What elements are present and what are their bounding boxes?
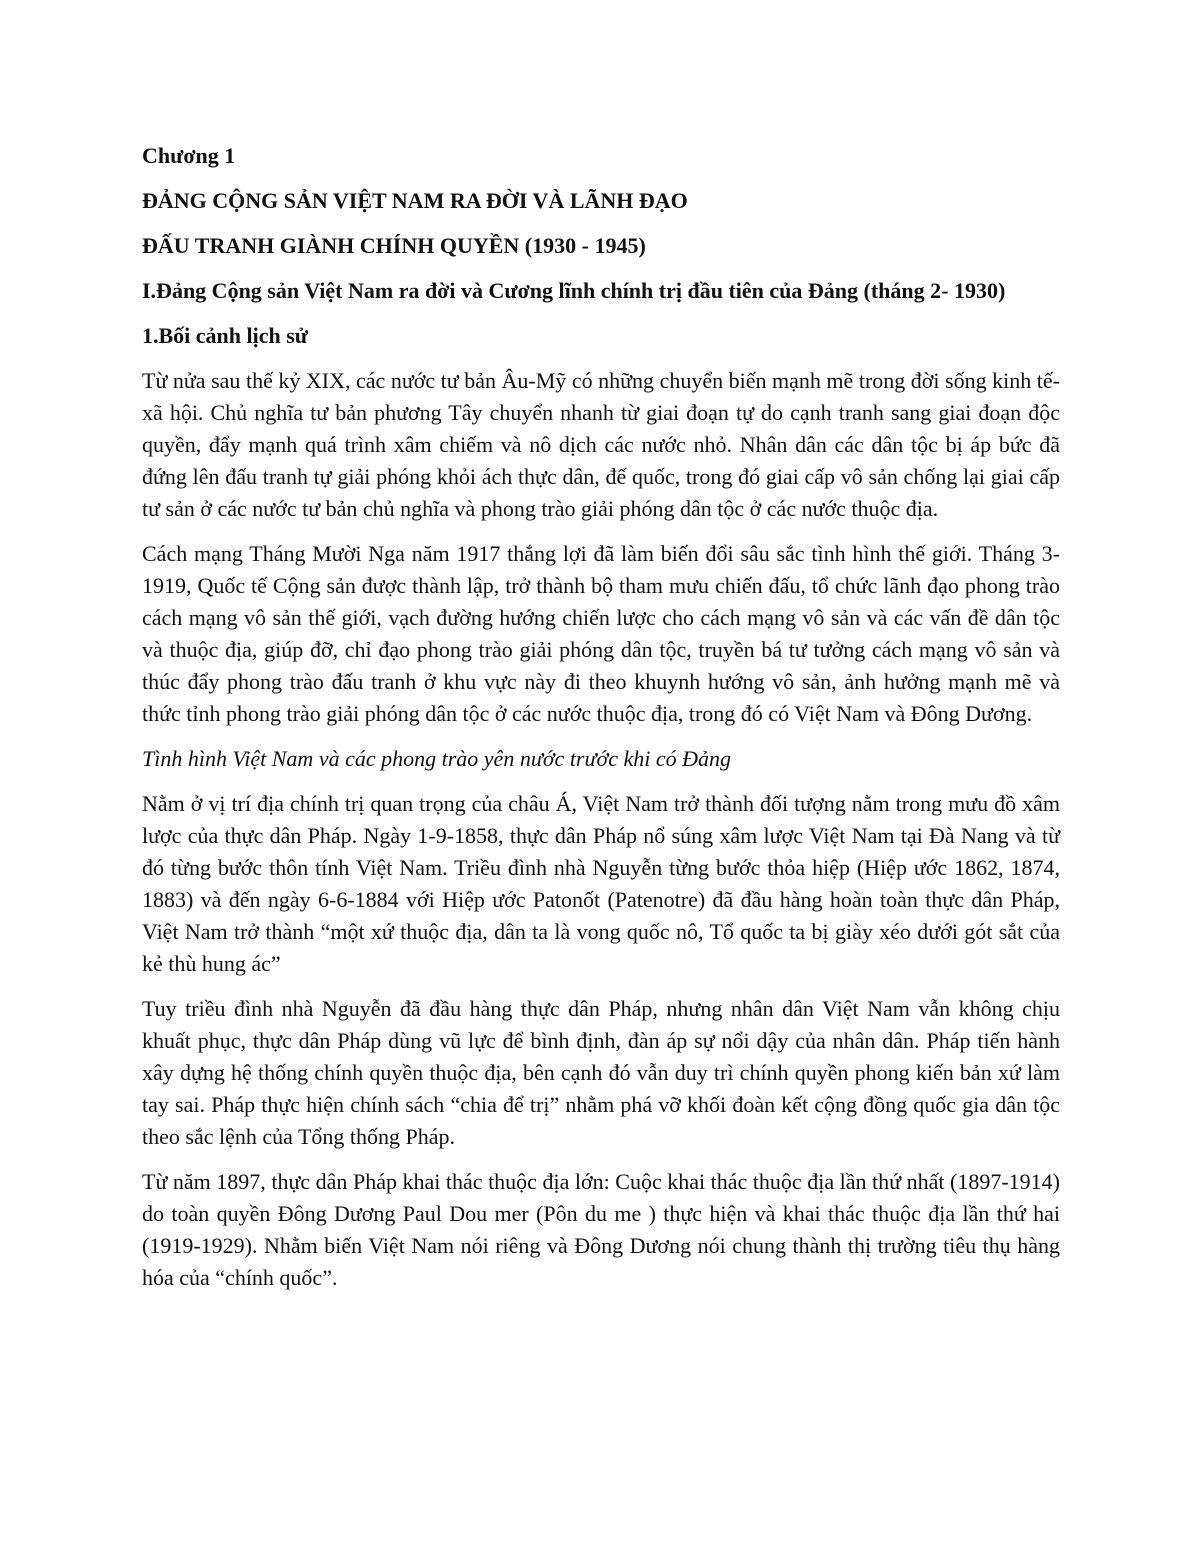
chapter-title-line-2: ĐẤU TRANH GIÀNH CHÍNH QUYỀN (1930 - 1945) — [142, 233, 646, 258]
subsection-heading: 1.Bối cảnh lịch sử — [142, 323, 309, 348]
chapter-label: Chương 1 — [142, 143, 236, 168]
section-heading: I.Đảng Cộng sản Việt Nam ra đời và Cương lĩnh chính trị đầu tiên của Đảng (tháng 2- 1930) — [142, 278, 1006, 303]
document-page — [142, 140, 1060, 1307]
paragraph: Tuy triều đình nhà Nguyễn đã đầu hàng thực dân Pháp, nhưng nhân dân Việt Nam vẫn không chịu khuất phục, thực dân Pháp dùng vũ lực để bình định, đàn áp sự nổi dậy của nhân dân. Pháp tiến hành xây dựng hệ thống chính quyền thuộc địa, bên cạnh đó vẫn duy trì chính quyền phong kiến bản xứ làm tay sai. Pháp thực hiện chính sách “chia để trị” nhằm phá vỡ khối đoàn kết cộng đồng quốc gia dân tộc theo sắc lệnh của Tổng thống Pháp. — [142, 996, 1060, 1149]
paragraph: Từ năm 1897, thực dân Pháp khai thác thuộc địa lớn: Cuộc khai thác thuộc địa lần thứ nhất (1897-1914) do toàn quyền Đông Dương Paul Dou mer (Pôn du me ) thực hiện và khai thác thuộc địa lần thứ hai (1919-1929). Nhằm biến Việt Nam nói riêng và Đông Dương nói chung thành thị trường tiêu thụ hàng hóa của “chính quốc”. — [142, 1169, 1060, 1290]
paragraph: Nằm ở vị trí địa chính trị quan trọng của châu Á, Việt Nam trở thành đối tượng nằm trong mưu đồ xâm lược của thực dân Pháp. Ngày 1-9-1858, thực dân Pháp nổ súng xâm lược Việt Nam tại Đà Nang và từ đó từng bước thôn tính Việt Nam. Triều đình nhà Nguyễn từng bước thỏa hiệp (Hiệp ước 1862, 1874, 1883) và đến ngày 6-6-1884 với Hiệp ước Patonốt (Patenotre) đã đầu hàng hoàn toàn thực dân Pháp, Việt Nam trở thành “một xứ thuộc địa, dân ta là vong quốc nô, Tổ quốc ta bị giày xéo dưới gót sắt của kẻ thù hung ác” — [142, 791, 1060, 976]
italic-subheading: Tình hình Việt Nam và các phong trào yên nước trước khi có Đảng — [142, 746, 732, 771]
paragraph: Cách mạng Tháng Mười Nga năm 1917 thắng lợi đã làm biến đổi sâu sắc tình hình thế giới. Tháng 3-1919, Quốc tế Cộng sản được thành lập, trở thành bộ tham mưu chiến đấu, tổ chức lãnh đạo phong trào cách mạng vô sản thế giới, vạch đường hướng chiến lược cho cách mạng vô sản và các vấn đề dân tộc và thuộc địa, giúp đỡ, chỉ đạo phong trào giải phóng dân tộc, truyền bá tư tưởng cách mạng vô sản và thúc đẩy phong trào đấu tranh ở khu vực này đi theo khuynh hướng vô sản, ảnh hưởng mạnh mẽ và thức tỉnh phong trào giải phóng dân tộc ở các nước thuộc địa, trong đó có Việt Nam và Đông Dương. — [142, 541, 1060, 726]
paragraph: Từ nửa sau thế kỷ XIX, các nước tư bản Âu-Mỹ có những chuyển biến mạnh mẽ trong đời sống kinh tế-xã hội. Chủ nghĩa tư bản phương Tây chuyển nhanh từ giai đoạn tự do cạnh tranh sang giai đoạn độc quyền, đẩy mạnh quá trình xâm chiếm và nô dịch các nước nhỏ. Nhân dân các dân tộc bị áp bức đã đứng lên đấu tranh tự giải phóng khỏi ách thực dân, đế quốc, trong đó giai cấp vô sản chống lại giai cấp tư sản ở các nước tư bản chủ nghĩa và phong trào giải phóng dân tộc ở các nước thuộc địa. — [142, 368, 1060, 521]
chapter-title-line-1: ĐẢNG CỘNG SẢN VIỆT NAM RA ĐỜI VÀ LÃNH ĐẠO — [142, 188, 688, 213]
